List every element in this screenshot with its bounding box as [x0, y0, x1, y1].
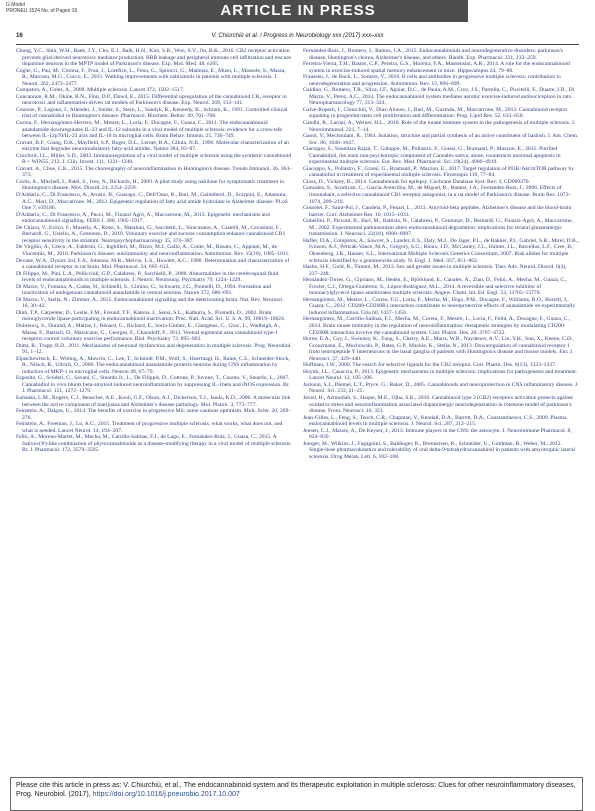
reference-entry: Gloss, D., Vickrey, B., 2014. Cannabinoids for epilepsy. Cochrane Database Syst. Rev. 3, CD009270.: [303, 178, 531, 185]
reference-entry: Curtis, A., Mitchell, I., Patel, S., Ives, N., Rickards, H., 2009. A pilot study using nabilone for symptomatic treatment in Huntington's disease. Mov. Disord. 24, 2254–2259.: [16, 178, 285, 192]
reference-entry: Huynh, J.L., Casaccia, P., 2013. Epigenetic mechanisms in multiple sclerosis: implications for pathogenesis and treatment. Lancet Neurol. 12, 195–206.: [303, 368, 578, 382]
reference-entry: Hernangómez, M., Mestre, L., Correa, F.G., Loría, F., Mecha, M., Iñigo, P.M., Docagne, F., Williams, R.O., Borrell, J., Guaza, C., 2012. CD200-CD200R1 interaction contributes to neuroprotective effects of anandamide on experimentally induced inflammation. Glia 60, 1437–1450.: [303, 296, 576, 316]
reference-entry: D'Addario, C., Di Francesco, A., Arosio, B., Gussago, C., Dell'Osso, B., Bari, M., Galimberti, D., Scarpini, E., Altamura, A.C., Mari, D., Maccarrone, M., 2012. Epigenetic regulation of fatty acid amide hydrolase in Alzheimer disease. PLoS One 7, e39186.: [16, 192, 288, 212]
proneu-code: PRONEU 1524 No. of Pages 19: [6, 8, 78, 14]
reference-entry: Feinstein, A., Dalgas, U., 2014. The benefits of exercise in progressive MS: some cautious optimism. Mult. Scler. 20, 269–270.: [16, 408, 292, 421]
reference-entry: Gonzalez, S., Scorticati, C., García-Arencibia, M., de Miguel, R., Ramos, J.A., Fernández-Ruiz, J., 2006. Effects of rimonabant, a selective cannabinoid CB1 receptor antagonist, in a rat model of Parkinson's disease. Brain Res. 1073–1074, 209–219.: [303, 185, 572, 205]
reference-entry: Consroe, P., Laguna, J., Allender, J., Snider, S., Stern, L., Sandyk, R., Kennedy, K., Schram, K., 1991. Controlled clinical trial of cannabidiol in Huntington's disease. Pharmacol. Biochem. Behav. 40, 701–708.: [16, 106, 288, 120]
reference-entry: Gaoni, Y., Mechoulam, R., 1964. Isolation, structure and partial synthesis of an active constituent of hashish. J. Am. Chem. Soc. 86, 1646–1647.: [303, 133, 579, 146]
header-rule: [16, 44, 579, 45]
running-header: [16, 33, 579, 43]
reference-entry: Jensen, C.J., Massie, A., De Keyser, J., 2013. Immune players in the CNS: the astrocyte. J. Neuroimmune Pharmacol. 8, 824–839.: [303, 427, 572, 441]
reference-entry: Concannon, R.M., Okine, B.N., Finn, D.P., Dowd, E., 2015. Differential upregulation of the cannabinoid CB₂ receptor in neurotoxic and inflammation-driven rat models of Parkinson's disease. Exp. Neurol. 269, 133–141.: [16, 93, 287, 107]
reference-entry: Joerger, M., Wilkins, J., Fagagnini, S., Baldinger, R., Brenneisen, R., Schneider, U., Goldman, B., Weber, M., 2012. Single-dose pharmacokinetics and tolerability of oral delta-9-tetrahydrocannabinol in patients with amyotrophic lateral sclerosis. Drug Metab. Lett. 6, 102–108.: [303, 440, 576, 460]
reference-entry: Coghe, G., Pau, M., Corona, F., Frau, J., Lorefice, L., Fenu, G., Spinicci, G., Mamusa, E., Musu, L., Massole, S., Massa, R., Marrosu, M.G., Cocco, E., 2015. Walking improvements with nabiximols in patients with multiple sclerosis. J. Neurol. 262, 2472–2477.: [16, 67, 286, 87]
references-left-column: [16, 48, 292, 454]
reference-entry: Dinh, T.P., Carpenter, D., Leslie, F.M., Freund, T.F., Katona, I., Sensi, S.L., Kathuria, S., Piomelli, D., 2002. Brain monoglyceride lipase participating in endocannabinoid inactivation. Proc. Natl. Acad. Sci. U. S. A. 99, 10819–10824.: [16, 309, 286, 323]
reference-entry: Cravatt, B.F., Giang, D.K., Mayfield, S.P., Boger, D.L., Lerner, R.A., Gilula, N.B., 1996. Molecular characterization of an enzyme that degrades neuromodulatory fatty-acid amides. Nature 384, 83–87.: [16, 139, 289, 153]
reference-entry: Giacoppo, S., Soundara Rajan, T., Galuppo, M., Pollastro, F., Grassi, G., Bramanti, P., Mazzon, E., 2015. Purified Cannabidiol, the main non-psychotropic component of Cannabis sativa, alone, counteracts neuronal apoptosis in experimental multiple sclerosis. Eur. Rev. Med. Pharmacol. Sci. 19(24), 4906–4919.: [303, 146, 561, 166]
gmodel-label: G Model: [6, 2, 25, 8]
reference-entry: Eubanks, L.M., Rogers, C.J., Beuscher, A.E., Koob, G.F., Olson, A.J., Dickerson, T.J., Janda, K.D., 2006. A molecular link between the active component of marijuana and Alzheimer's disease pathology. Mol. Pharm. 3, 773–777.: [16, 394, 291, 408]
reference-entry: Gandhi, R., Laroni, A., Weiner, H.L., 2010. Role of the innate immune system in the pathogenesis of multiple sclerosis. J. Neuroimmunol. 221, 7–14.: [303, 120, 576, 133]
reference-entry: Chung, Y.C., Shin, W.H., Baek, J.Y., Cho, E.J., Baik, H.H., Kim, S.R., Won, S.Y., Jin, B.K., 2016. CB2 receptor activation prevents glial-derived neurotoxic mediator production, BBB leakage and peripheral immune cell infiltration and rescues dopamine neurons in the MPTP model of Parkinson's disease. Exp. Mol. Med. 48, e205.: [16, 48, 292, 68]
reference-entry: Ferreira-Vieira, T.H., Bastos, C.P., Pereira, G.S., Moreira, F.A., Massensini, A.R., 2014. A role for the endocannabinoid system in exercise-induced spatial memory enhancement in mice. Hippocampus 24, 79–88.: [303, 61, 570, 74]
reference-entry: Giacoppo, S., Pollastro, F., Grassi, G., Bramanti, P., Mazzon, E., 2017. Target regulation of PI3K/Akt/mTOR pathway by cannabidiol in treatment of experimental multiple sclerosis. Fitoterapia 116, 77–84.: [303, 165, 575, 179]
reference-entry: Jackson, S.J., Diemel, L.T., Pryce, G., Baker, D., 2005. Cannabinoids and neuroprotection in CNS inflammatory disease. J. Neurol. Sci. 233, 21–25.: [303, 381, 579, 395]
reference-entry: Jean-Gilles, L., Feng, S., Tench, C.R., Chapman, V., Kendall, D.A., Barrett, D.A., Constantinescu, C.S., 2009. Plasma endocannabinoid levels in multiple sclerosis. J. Neurol. Sci. 287, 212–215.: [303, 414, 567, 428]
references-right-column: [303, 48, 579, 460]
references-body: [16, 48, 579, 793]
reference-entry: Hasbo, H.F., Gold, R., Tintoré, M., 2013. Sex and gender issues in multiple sclerosis. Ther. Adv. Neurol. Disord. 6(4), 237–248.: [303, 264, 567, 277]
reference-entry: De Virgilio, A., Greco, A., Fabbrini, G., Inghilleri, M., Rizzo, M.I., Gallo, A., Conte, M., Rosato, C., Appiani, M., de Vincentiis, M., 2016. Parkinson's disease: autoimmunity and neuroinflammation. Autoimmun. Rev. 15(10), 1005–1011.: [16, 244, 290, 257]
reference-entry: Eljaschewitsch, E., Witting, A., Mawrin, C., Lee, T., Schmidt, P.M., Wolf, S., Hoertnagl, H., Raine, C.S., Schneider-Stock, R., Nitsch, R., Ullrich, O., 2006. The endocannabinoid anandamide protects neurons during CNS inflammation by induction of MKP-1 in microglial cells. Neuron 49, 67–79.: [16, 355, 290, 375]
reference-entry: Di Filippo, M., Pini, L.A., Pelliccioli, G.P., Calabresi, P., Sarchielli, P., 2008. Abnormalities in the cerebrospinal fluid levels of endocannabinoids in multiple sclerosis. J. Neurol. Neurosurg. Psychiatry 79, 1224–1229.: [16, 270, 279, 284]
reference-entry: Correa, F., Hernangómez-Herrero, M., Mestre, L., Loría, F., Docagne, F., Guaza, C., 2011. The endocannabinoid anandamide downregulates IL-23 and IL-12 subunits in a viral model of multiple sclerosis: evidence for a cross-talk between IL-12p70/IL-23 axis and IL-10 in microglial cells. Brain Behav. Immun. 25, 736–749.: [16, 120, 283, 140]
reference-entry: D'Addario, C., Di Francesco, A., Pucci, M., Finazzi Agrò, A., Maccarrone, M., 2013. Epigenetic mechanisms and endocannabinoid signalling. FEBS J. 280, 1905–1917.: [16, 211, 270, 225]
reference-entry: Horne, E.A., Coy, J., Swinney, K., Fung, S., Cherry, A.E., Marrs, W.R., Naydenov, A.V., Lin, Y.H., Sun, X., Keene, C.D., Grouzmann, E., Muchowski, P., Bates, G.P., Mackie, K., Stella, N., 2013. Downregulation of cannabinoid receptor 1 from neuropeptide Y interneurons in the basal ganglia of patients with Huntington's disease and mouse models. Eur. J. Neurosci. 37, 429–440.: [303, 336, 574, 362]
reference-entry: Devane, W.A., Dysarz 3rd, F.A., Johnson, M.R., Melvin, L.S., Howlett, A.C., 1988. Determination and characterization of a cannabinoid receptor in rat brain. Mol. Pharmacol. 34, 605–613.: [16, 257, 290, 271]
reference-entry: Compston, A., Coles, A., 2008. Multiple sclerosis. Lancet 372, 1502–1517.: [16, 87, 185, 94]
journal-citation: V. Chiurchiù et al. / Progress in Neurobiology xxx (2017) xxx–xxx: [211, 33, 384, 39]
reference-entry: Gosselet, F., Saint-Pol, J., Candela, P., Fenart, L., 2013. Amyloid-beta peptides, Alzheimer's disease and the blood-brain barrier. Curr. Alzheimer Res. 10, 1015–1033.: [303, 205, 572, 218]
reference-entry: Galve-Roperh, I., Chiurchiù, V., Díaz-Alonso, J., Bari, M., Guzmán, M., Maccarrone, M., 2013. Cannabinoid receptor signaling in progenitor/stem cell proliferation and differentiation. Prog. Lipid Res. 52, 633–650.: [303, 106, 568, 120]
reference-entry: Esposito, G., Scuderi, C., Savani, C., Steardo Jr., L., De Filippis, D., Cottone, P., Iuvone, T., Cuomo, V., Steardo, L., 2007. Cannabidiol in vivo blunts beta-amyloid induced neuroinflammation by suppressing IL-1beta and iNOS expression. Br. J. Pharmacol. 151, 1272–1279.: [16, 375, 290, 395]
reference-entry: Di Marzo, V., Stella, N., Zimmer, A., 2015. Endocannabinoid signalling and the deteriorating brain. Nat. Rev. Neurosci. 16, 30–42.: [16, 296, 284, 310]
reference-entry: Fraussen, J., de Bock, L., Somers, V., 2016. B cells and antibodies in progressive multiple sclerosis: contribution to neurodegeneration and progression. Autoimmun. Rev. 15, 896–899.: [303, 74, 561, 87]
doi-link[interactable]: https://doi.org/10.1016/j.pneurobio.2017.10.007: [92, 791, 240, 798]
reference-entry: Fellö, A., Moreno-Martet, M., Mecha, M., Carrillo-Salinas, F.J., de Lago, E., Fernández-Ruiz, J., Guaza, C., 2015. A Sativex(®)-like combination of phytocannabinoids as a disease-modifying therapy in a viral model of multiple sclerosis. Br. J. Pharmacol. 172, 3579–3595.: [16, 434, 292, 454]
reference-entry: Feinstein, A., Freeman, J., Lo, A.C., 2015. Treatment of progressive multiple sclerosis: what works, what does not, and what is needed. Lancet Neurol. 14, 194–207.: [16, 421, 283, 434]
citation-notice-box: [10, 777, 583, 811]
reference-entry: Hafler, D.A., Compston, A., Sawcer, S., Lander, E.S., Daly, M.J., De Jager, P.L., de Bakker, P.I., Gabriel, S.B., Mirel, D.B., Ivinson, A.J., Pericak-Vance, M.A., Gregory, S.G., Rioux, J.D., McCauley, J.L., Haines, J.L., Barcellos, L.F., Cree, B., Oksenberg, J.R., Hauser, S.L., International Multiple Sclerosis Genetics Consortium, 2007. Risk alleles for multiple sclerosis identified by a genomewide study. N. Engl. J. Med. 357, 851–862.: [303, 237, 579, 264]
article-in-press-banner: ARTICLE IN PRESS: [128, 0, 468, 22]
citation-notice-text: Please cite this article in press as: V. Chiurchiù, et al., The endocannabinoid system and its therapeutic exploitation in multiple sclerosis: Clues for other neuroinflammatory diseases, Prog. Neurobiol. (2017),: [16, 782, 576, 798]
reference-entry: Fernández-Ruiz, J., Romero, J., Ramos, J.A., 2015. Endocannabinoids and neurodegenerative disorders: parkinson's disease, Huntington's chorea, Alzheimer's disease, and others. Handb. Exp. Pharmacol. 231, 233–259.: [303, 48, 563, 61]
reference-entry: Dubreucq, S., Durand, A., Matias, I., Bénard, G., Richard, E., Soria-Gomez, E., Glangetas, C., Groc, L., Wadleigh, A., Massa, F., Bartsch, D., Marsicano, G., Georges, F., Chaouloff, F., 2013. Ventral tegmental area cannabinoid type-1 receptors control voluntary exercise performance. Biol. Psychiatry 73, 895–903.: [16, 322, 281, 343]
reference-entry: Galdino, G., Romero, T.R., Silva, J.F., Aguiar, D.C., de Paula, A.M., Cruz, J.S., Parrella, C., Piscitelli, F., Duarte, I.D., Di Marzo, V., Perez, A.C., 2014. The endocannabinoid system mediates aerobic exercise-induced antinociception in rats. Neuropharmacology 77, 313–324.: [303, 87, 575, 107]
reference-entry: Hernangómez, M., Carrillo-Salinas, F.J., Mecha, M., Correa, F., Mestre, L., Loría, F., Feliú, A., Docagne, F., Guaza, C., 2014. Brain innate immunity in the regulation of neuroinflammation: therapeutic strategies by modulating CD200-CD200R interaction involve the cannabinoid system. Curr. Pharm. Des. 20, 4707–4722.: [303, 316, 571, 336]
article-code: [6, 2, 77, 14]
reference-entry: Huffman, J.W., 2000. The search for selective ligands for the CB2 receptor. Curr. Pharm. Des. 6(13), 1323–1337.: [303, 362, 557, 369]
reference-entry: Dutta, R., Trapp, B.D., 2011. Mechanisms of neuronal dysfunction and degeneration in multiple sclerosis. Prog. Neurobiol. 93, 1–12.: [16, 342, 292, 356]
reference-entry: Cravatt, A., Choe, C.K., 2015. The choreography of neuroinflammation in Huntington's disease. Trends Immunol. 36, 364–373.: [16, 165, 292, 179]
reference-entry: De Chiara, V., Errico, F., Musella, A., Rossi, S., Mataluni, G., Sacchetti, L., Siracusano, A., Castelli, M., Cavasinni, F., Bernardi, G., Usiello, A., Centonze, D., 2010. Voluntary exercise and sucrose consumption enhance cannabinoid CB1 receptor sensitivity in the striatum. Neuropsychopharmacology 35, 374–387.: [16, 224, 286, 244]
top-bar: [0, 0, 595, 28]
reference-entry: Gubellini, P., Picconi, B., Bari, M., Battista, N., Calabresi, P., Centonze, D., Bernardi, G., Finazzi-Agrò, A., Maccarrone, M., 2002. Experimental parkinsonism alters endocannabinoid degradation: implications for striatal glutamatergic transmission. J. Neurosci. 22(16), 6900–6907.: [303, 218, 573, 238]
reference-entry: Croxford, J.L., Miller, S.D., 2003. Immunoregulation of a viral model of multiple sclerosis using the synthetic cannabinoid R + WIN55, 212. J. Clin. Invest. 111, 1231–1240.: [16, 152, 292, 166]
reference-entry: Javed, H., Azimullah, S., Haque, M.E., Ojha, S.K., 2016. Cannabinoid type 2 (CB2) receptors activation protects against oxidative stress and neuroinflammation associated dopaminergic neurodegeneration in rotenone model of parkinson's disease. Front. Neurosci. 10, 321.: [303, 394, 573, 415]
page-number: 16: [16, 33, 23, 39]
reference-entry: Di Marzo, V., Fontana, A., Cadas, H., Schinelli, S., Cimino, G., Schwartz, J.C., Piomelli, D., 1994. Formation and inactivation of endogenous cannabinoid anandamide in central neurons. Nature 372, 686–691.: [16, 283, 271, 297]
reference-entry: Hernández-Torres, G., Cipriano, M., Hedén, E., Björklund, E., Canales, Á., Zian, D., Feliú, A., Mecha, M., Guaza, C., Fowler, C.J., Ortega-Gutiérrez, S., López-Rodríguez, M.L., 2014. A reversible and selective inhibitor of monoacylglycerol lipase ameliorates multiple sclerosis. Angew. Chem. Int. Ed. Engl. 53, 13765–13770.: [303, 277, 568, 297]
